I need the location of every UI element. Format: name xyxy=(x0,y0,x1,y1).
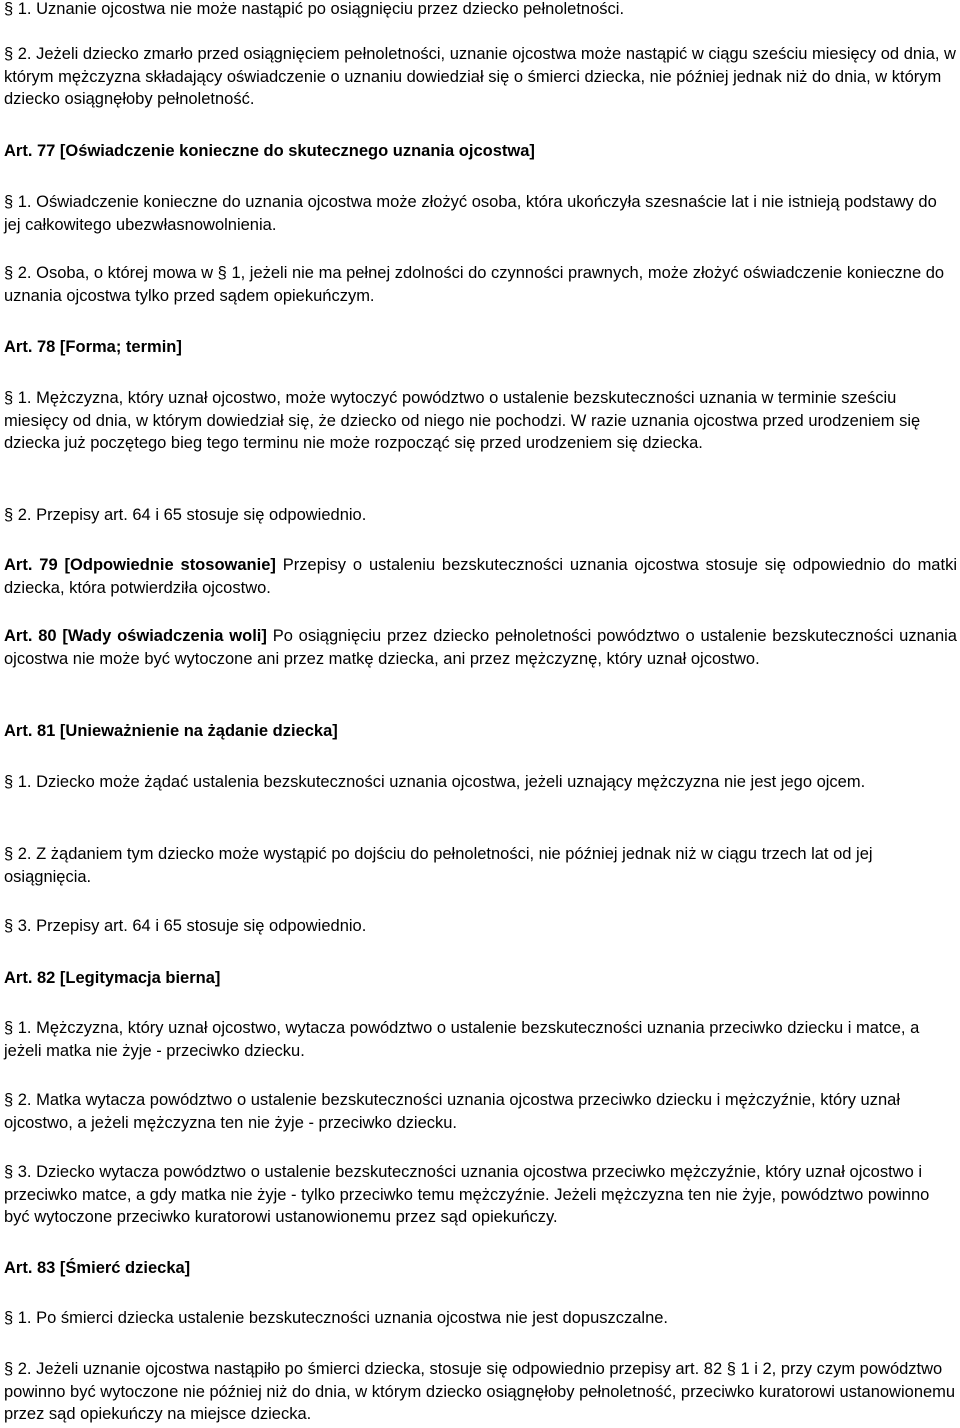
article-title: [Wady oświadczenia woli] xyxy=(62,627,267,645)
paragraph: § 2. Z żądaniem tym dziecko może wystąpić po dojściu do pełnoletności, nie później jednak niż w ciągu trzech lat od jej osiągnięcia. xyxy=(4,845,873,886)
article-paragraph xyxy=(4,554,957,599)
article-heading: Art. 78 [Forma; termin] xyxy=(4,338,182,356)
article-heading: Art. 83 [Śmierć dziecka] xyxy=(4,1259,191,1277)
article-text: Po osiągnięciu przez dziecko pełnoletności powództwo o ustalenie bezskuteczności uznania ojcostwa nie może być wytoczone ani przez matkę dziecka, ani przez mężczyznę, który uznał ojcostwo. xyxy=(4,627,957,668)
article-label: Art. 80 xyxy=(4,627,57,645)
paragraph: § 1. Oświadczenie konieczne do uznania ojcostwa może złożyć osoba, która ukończyła szesnaście lat i nie istnieją podstawy do jej całkowitego ubezwłasnowolnienia. xyxy=(4,193,937,234)
article-heading: Art. 82 [Legitymacja bierna] xyxy=(4,969,221,987)
paragraph: § 1. Uznanie ojcostwa nie może nastąpić po osiągnięciu przez dziecko pełnoletności. xyxy=(4,0,625,18)
article-heading: Art. 77 [Oświadczenie konieczne do skutecznego uznania ojcostwa] xyxy=(4,142,535,160)
article-heading: Art. 81 [Unieważnienie na żądanie dziecka] xyxy=(4,722,338,740)
article-title: [Odpowiednie stosowanie] xyxy=(64,556,276,574)
article-paragraph xyxy=(4,625,957,670)
paragraph: § 2. Matka wytacza powództwo o ustalenie bezskuteczności uznania ojcostwa przeciwko dziecku i mężczyźnie, który uznał ojcostwo, a jeżeli mężczyzna ten nie żyje - przeciwko dziecku. xyxy=(4,1091,901,1132)
paragraph: § 2. Jeżeli uznanie ojcostwa nastąpiło po śmierci dziecka, stosuje się odpowiednio przepisy art. 82 § 1 i 2, przy czym powództwo powinno być wytoczone nie później niż do dnia, w którym dziecko osiągnęłoby pełnoletność, przeciwko kuratorowi ustanowionemu przez sąd opiekuńczy na miejsce dziecka. xyxy=(4,1360,956,1423)
paragraph: § 1. Dziecko może żądać ustalenia bezskuteczności uznania ojcostwa, jeżeli uznający mężczyzna nie jest jego ojcem. xyxy=(4,773,866,791)
paragraph: § 2. Przepisy art. 64 i 65 stosuje się odpowiednio. xyxy=(4,506,367,524)
paragraph: § 2. Jeżeli dziecko zmarło przed osiągnięciem pełnoletności, uznanie ojcostwa może nastąpić w ciągu sześciu miesięcy od dnia, w którym mężczyzna składający oświadczenie o uznaniu dowiedział się o śmierci dziecka, nie później jednak niż do dnia, w którym dziecko osiągnęłoby pełnoletność. xyxy=(4,45,956,108)
paragraph: § 1. Mężczyzna, który uznał ojcostwo, może wytoczyć powództwo o ustalenie bezskuteczności uznania w terminie sześciu miesięcy od dnia, w którym dowiedział się, że dziecko od niego nie pochodzi. W razie uznania ojcostwa przed urodzeniem się dziecka już poczętego bieg tego terminu nie może rozpocząć się przed urodzeniem się dziecka. xyxy=(4,389,921,452)
paragraph: § 3. Przepisy art. 64 i 65 stosuje się odpowiednio. xyxy=(4,917,367,935)
paragraph: § 1. Mężczyzna, który uznał ojcostwo, wytacza powództwo o ustalenie bezskuteczności uznania przeciwko dziecku i matce, a jeżeli matka nie żyje - przeciwko dziecku. xyxy=(4,1019,920,1060)
paragraph: § 3. Dziecko wytacza powództwo o ustalenie bezskuteczności uznania ojcostwa przeciwko mężczyźnie, który uznał ojcostwo i przeciwko matce, a gdy matka nie żyje - tylko przeciwko temu mężczyźnie. Jeżeli mężczyzna ten nie żyje, powództwo powinno być wytoczone przeciwko kuratorowi ustanowionemu przez sąd opiekuńczy. xyxy=(4,1163,930,1226)
article-label: Art. 79 xyxy=(4,556,58,574)
article-text: Przepisy o ustaleniu bezskuteczności uznania ojcostwa stosuje się odpowiednio do matki dziecka, która potwierdziła ojcostwo. xyxy=(4,556,957,597)
paragraph: § 2. Osoba, o której mowa w § 1, jeżeli nie ma pełnej zdolności do czynności prawnych, może złożyć oświadczenie konieczne do uznania ojcostwa tylko przed sądem opiekuńczym. xyxy=(4,264,945,305)
paragraph: § 1. Po śmierci dziecka ustalenie bezskuteczności uznania ojcostwa nie jest dopuszczalne. xyxy=(4,1309,669,1327)
